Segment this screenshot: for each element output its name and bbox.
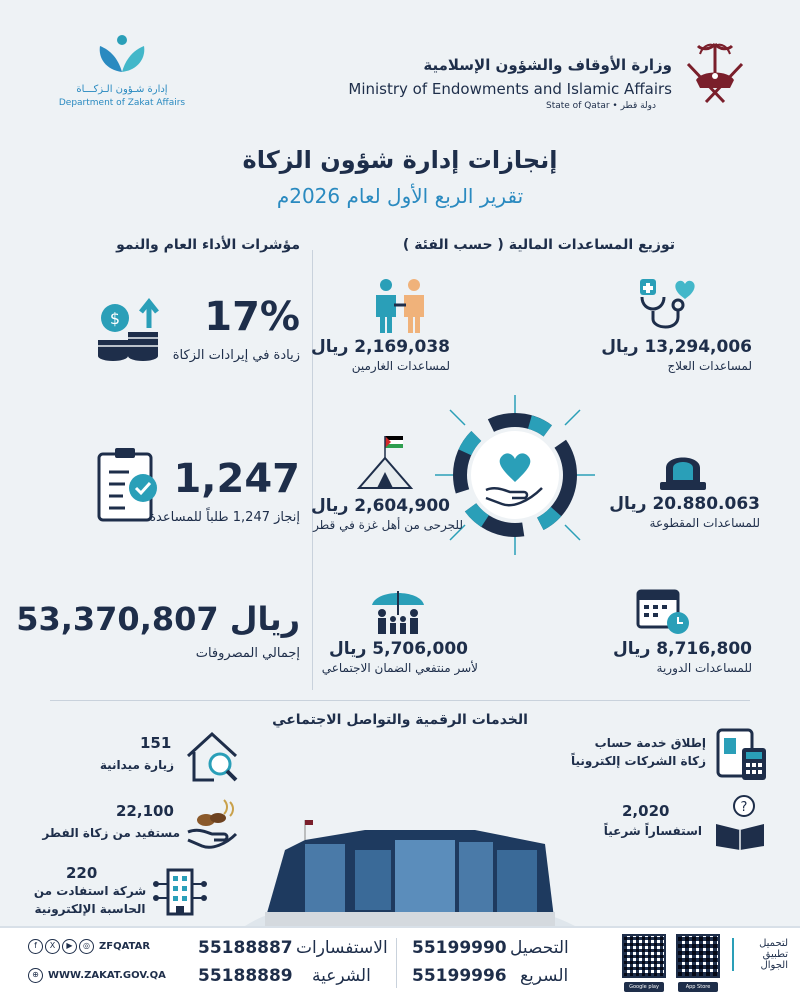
periodic-label: للمساعدات الدورية (656, 661, 752, 675)
column-divider (312, 250, 313, 690)
field-visits-label: زيارة ميدانية (99, 758, 174, 772)
distribution-title: توزيع المساعدات المالية ( حسب الفئة ) (402, 237, 675, 253)
website-row (28, 968, 166, 983)
digital-item-calculator (560, 726, 770, 786)
collection-number[interactable]: 55199990 (412, 938, 507, 958)
fitr-label: مستفيد من زكاة الفطر (42, 826, 180, 840)
calculator-icon (714, 726, 770, 782)
headquarters-photo (245, 800, 575, 926)
ministry-emblem-icon (680, 36, 750, 111)
digital-title: الخدمات الرقمية والتواصل الاجتماعي (272, 712, 528, 728)
handshake-icon (370, 277, 430, 335)
gaza-amount: 2,604,900 ريال (311, 496, 450, 516)
coins-growth-icon (95, 294, 165, 364)
fast-label: السريع (520, 966, 569, 986)
ministry-logo (680, 36, 750, 111)
performance-title: مؤشرات الأداء العام والنمو (116, 237, 300, 253)
google-play-badge[interactable]: Google play (624, 982, 664, 992)
facebook-icon[interactable]: f (28, 939, 43, 954)
gaza-label: للجرحى من أهل غزة في قطر (313, 518, 463, 532)
treatment-label: لمساعدات العلاج (667, 359, 752, 373)
page-subtitle: تقرير الربع الأول لعام 2026م (276, 184, 524, 208)
qr-google-play[interactable] (622, 934, 666, 978)
section-divider (50, 700, 750, 701)
lumpsum-label: للمساعدات المقطوعة (649, 516, 760, 530)
building-icon (152, 864, 208, 920)
field-visits-count: 151 (140, 734, 172, 752)
revenue-percent: 17% (204, 294, 300, 340)
zakat-leaf-icon (92, 32, 152, 82)
social-handle[interactable]: ZFQATAR (99, 941, 151, 952)
ministry-state: State of Qatar • دولة قطر (546, 101, 657, 111)
page-title: إنجازات إدارة شؤون الزكاة (242, 146, 558, 174)
website-link[interactable]: WWW.ZAKAT.GOV.QA (48, 970, 166, 981)
performance-item-revenue (95, 290, 300, 380)
inquiries-number[interactable]: 55188887 (198, 938, 293, 958)
calendar-icon (636, 585, 692, 637)
sharia-number[interactable]: 55188889 (198, 966, 293, 986)
family-umbrella-icon (368, 585, 428, 637)
distribution-item-treatment (560, 275, 760, 375)
companies-label: شركة استفادت من (33, 884, 147, 898)
calculator-title: إطلاق خدمة حساب (594, 736, 706, 750)
digital-item-fitr (42, 796, 240, 852)
sharia-label: الشرعية (312, 966, 371, 986)
expenses-label: إجمالي المصروفات (195, 646, 300, 661)
zakat-logo (92, 32, 152, 82)
distribution-item-gaza (311, 436, 465, 538)
social-security-amount: 5,706,000 ريال (329, 639, 468, 659)
app-download-text (732, 938, 788, 971)
qr-app-store[interactable] (676, 934, 720, 978)
app-label-1: لتحميل (759, 938, 788, 949)
revenue-label: زيادة في إيرادات الزكاة (172, 348, 300, 363)
social-security-label: لأسر منتفعي الضمان الاجتماعي (321, 661, 478, 675)
ministry-name-ar: وزارة الأوقاف والشؤون الإسلامية (423, 56, 672, 74)
fast-number[interactable]: 55199996 (412, 966, 507, 986)
digital-item-field-visits (60, 730, 240, 786)
book-question-icon (710, 794, 770, 852)
app-store-badge[interactable]: App Store (678, 982, 718, 992)
emergency-light-icon (656, 448, 710, 492)
stethoscope-icon (632, 275, 696, 335)
youtube-icon[interactable]: ▶ (62, 939, 77, 954)
svg-text:$: $ (109, 309, 121, 328)
collection-label: التحصيل (510, 938, 569, 958)
ministry-name-en: Ministry of Endowments and Islamic Affairs (348, 80, 672, 98)
app-label-3: الجوال (760, 960, 788, 971)
footer-separator (396, 938, 397, 988)
performance-item-requests (95, 446, 300, 536)
calculator-label: زكاة الشركات إلكترونياً (571, 754, 706, 768)
app-label-2: تطبيق (762, 949, 788, 960)
requests-label: إنجاز 1,247 طلباً للمساعدة (149, 510, 300, 525)
svg-text:?: ? (740, 800, 748, 815)
companies-count: 220 (66, 864, 98, 882)
zakat-name-ar: إدارة شـؤون الـزكـــاة (76, 84, 168, 95)
treatment-amount: 13,294,006 ريال (601, 337, 752, 357)
zakat-name-en: Department of Zakat Affairs (58, 98, 186, 108)
debtors-label: لمساعدات الغارمين (351, 359, 450, 373)
tent-icon (355, 436, 415, 492)
instagram-icon[interactable]: ◎ (79, 939, 94, 954)
dates-hand-icon (184, 796, 240, 850)
fitr-count: 22,100 (116, 802, 174, 820)
distribution-item-debtors (311, 275, 460, 375)
globe-icon: ⊕ (28, 968, 43, 983)
x-icon[interactable]: X (45, 939, 60, 954)
performance-item-expenses (16, 600, 300, 670)
house-search-icon (184, 730, 240, 784)
distribution-item-periodic (570, 585, 760, 680)
distribution-item-social-security (318, 585, 478, 680)
periodic-amount: 8,716,800 ريال (613, 639, 752, 659)
inquiries-label: الاستفسارات (296, 938, 388, 958)
requests-count: 1,247 (173, 456, 300, 502)
debtors-amount: 2,169,038 ريال (311, 337, 450, 357)
social-icons (28, 939, 150, 954)
inquiries-count: 2,020 (622, 802, 670, 820)
lumpsum-amount: 20.880.063 ريال (609, 494, 760, 514)
digital-item-inquiries (590, 794, 770, 854)
footer (0, 926, 800, 1000)
digital-item-companies (30, 860, 240, 926)
distribution-item-lumpsum (570, 448, 760, 538)
companies-label-2: الحاسبة الإلكترونية (34, 902, 146, 916)
inquiries-label: استفساراً شرعياً (603, 824, 702, 838)
expenses-total: 53,370,807 ريال (16, 600, 300, 638)
